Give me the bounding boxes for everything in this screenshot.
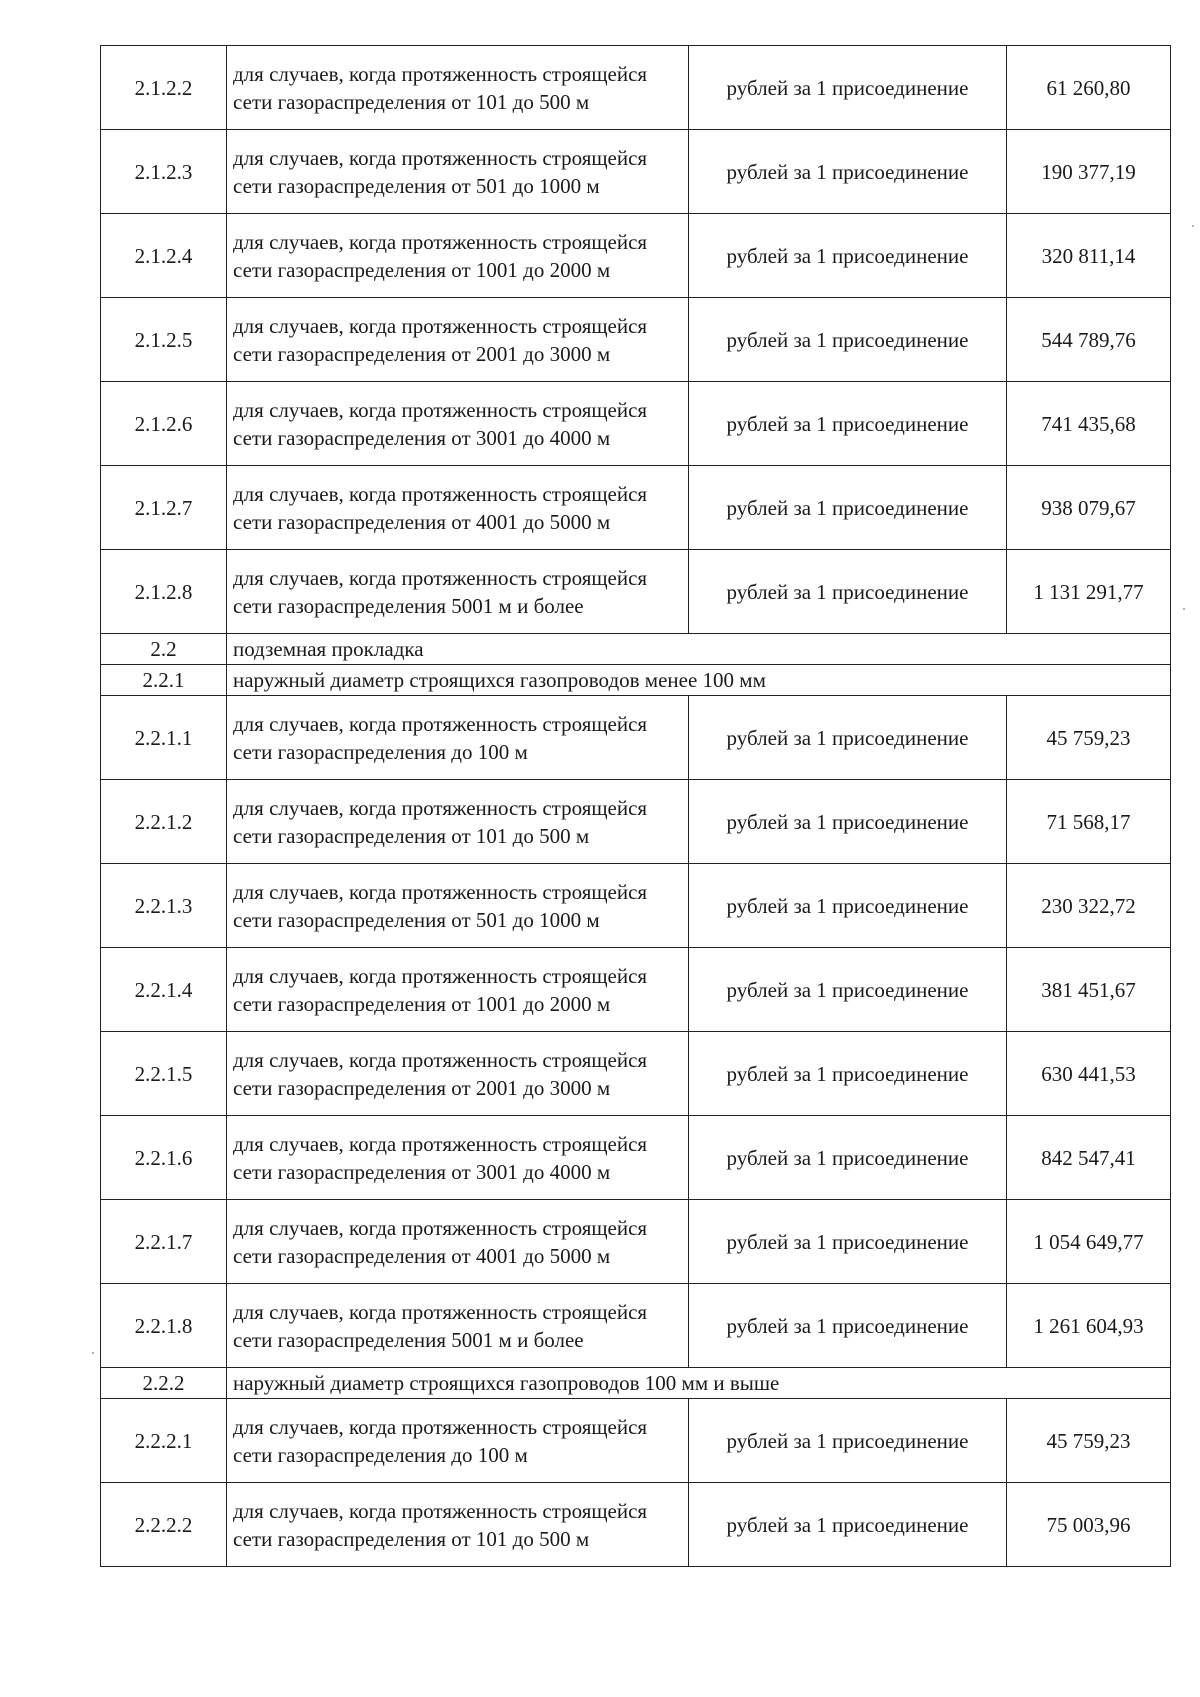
- row-description: для случаев, когда протяженность строящейся сети газораспределения от 4001 до 5000 м: [227, 1200, 689, 1284]
- table-row: [101, 298, 1171, 382]
- row-code: 2.2.1.6: [101, 1116, 227, 1200]
- row-description: для случаев, когда протяженность строящейся сети газораспределения от 3001 до 4000 м: [227, 1116, 689, 1200]
- row-description: для случаев, когда протяженность строящейся сети газораспределения от 501 до 1000 м: [227, 864, 689, 948]
- row-code: 2.2.1.3: [101, 864, 227, 948]
- scan-speck: [1183, 608, 1185, 610]
- row-description: для случаев, когда протяженность строящейся сети газораспределения от 101 до 500 м: [227, 780, 689, 864]
- row-value: 45 759,23: [1007, 696, 1171, 780]
- table-row: [101, 46, 1171, 130]
- row-description: для случаев, когда протяженность строящейся сети газораспределения 5001 м и более: [227, 550, 689, 634]
- row-value: 71 568,17: [1007, 780, 1171, 864]
- row-value: 190 377,19: [1007, 130, 1171, 214]
- row-description: для случаев, когда протяженность строящейся сети газораспределения от 101 до 500 м: [227, 46, 689, 130]
- row-unit: рублей за 1 присоединение: [689, 1399, 1007, 1483]
- table-row: [101, 550, 1171, 634]
- row-value: 1 261 604,93: [1007, 1284, 1171, 1368]
- section-row: [101, 1368, 1171, 1399]
- row-code: 2.2.2.1: [101, 1399, 227, 1483]
- table-row: [101, 1032, 1171, 1116]
- row-code: 2.2.1.7: [101, 1200, 227, 1284]
- row-description: для случаев, когда протяженность строящейся сети газораспределения от 4001 до 5000 м: [227, 466, 689, 550]
- tariff-table: [100, 45, 1171, 1567]
- row-unit: рублей за 1 присоединение: [689, 46, 1007, 130]
- row-value: 842 547,41: [1007, 1116, 1171, 1200]
- row-code: 2.2.1.8: [101, 1284, 227, 1368]
- row-description: для случаев, когда протяженность строящейся сети газораспределения от 3001 до 4000 м: [227, 382, 689, 466]
- row-code: 2.1.2.6: [101, 382, 227, 466]
- table-row: [101, 382, 1171, 466]
- row-value: 320 811,14: [1007, 214, 1171, 298]
- row-unit: рублей за 1 присоединение: [689, 298, 1007, 382]
- table-row: [101, 1483, 1171, 1567]
- row-description: для случаев, когда протяженность строящейся сети газораспределения от 101 до 500 м: [227, 1483, 689, 1567]
- row-value: 630 441,53: [1007, 1032, 1171, 1116]
- row-code: 2.2.1.4: [101, 948, 227, 1032]
- section-title: подземная прокладка: [227, 634, 1171, 665]
- row-unit: рублей за 1 присоединение: [689, 214, 1007, 298]
- row-unit: рублей за 1 присоединение: [689, 1032, 1007, 1116]
- section-title: наружный диаметр строящихся газопроводов 100 мм и выше: [227, 1368, 1171, 1399]
- row-value: 741 435,68: [1007, 382, 1171, 466]
- row-code: 2.1.2.3: [101, 130, 227, 214]
- row-value: 61 260,80: [1007, 46, 1171, 130]
- row-code: 2.1.2.2: [101, 46, 227, 130]
- row-unit: рублей за 1 присоединение: [689, 1116, 1007, 1200]
- row-code: 2.1.2.4: [101, 214, 227, 298]
- row-value: 381 451,67: [1007, 948, 1171, 1032]
- table-row: [101, 780, 1171, 864]
- row-unit: рублей за 1 присоединение: [689, 130, 1007, 214]
- table-row: [101, 696, 1171, 780]
- row-unit: рублей за 1 присоединение: [689, 466, 1007, 550]
- table-row: [101, 1284, 1171, 1368]
- row-value: 1 054 649,77: [1007, 1200, 1171, 1284]
- section-title: наружный диаметр строящихся газопроводов менее 100 мм: [227, 665, 1171, 696]
- table-row: [101, 1116, 1171, 1200]
- row-unit: рублей за 1 присоединение: [689, 382, 1007, 466]
- row-unit: рублей за 1 присоединение: [689, 864, 1007, 948]
- table-row: [101, 466, 1171, 550]
- tariff-table-body: [101, 46, 1171, 1567]
- section-row: [101, 665, 1171, 696]
- scan-speck: [1192, 225, 1194, 227]
- row-value: 75 003,96: [1007, 1483, 1171, 1567]
- row-code: 2.2.2.2: [101, 1483, 227, 1567]
- row-unit: рублей за 1 присоединение: [689, 696, 1007, 780]
- table-row: [101, 130, 1171, 214]
- row-value: 938 079,67: [1007, 466, 1171, 550]
- row-unit: рублей за 1 присоединение: [689, 780, 1007, 864]
- row-description: для случаев, когда протяженность строящейся сети газораспределения от 1001 до 2000 м: [227, 948, 689, 1032]
- table-row: [101, 864, 1171, 948]
- row-description: для случаев, когда протяженность строящейся сети газораспределения до 100 м: [227, 696, 689, 780]
- row-value: 45 759,23: [1007, 1399, 1171, 1483]
- row-code: 2.2.1.5: [101, 1032, 227, 1116]
- row-value: 544 789,76: [1007, 298, 1171, 382]
- row-description: для случаев, когда протяженность строящейся сети газораспределения от 501 до 1000 м: [227, 130, 689, 214]
- row-code: 2.1.2.5: [101, 298, 227, 382]
- row-code: 2.1.2.7: [101, 466, 227, 550]
- row-code: 2.1.2.8: [101, 550, 227, 634]
- row-unit: рублей за 1 присоединение: [689, 948, 1007, 1032]
- scan-speck: [92, 1352, 94, 1354]
- row-value: 230 322,72: [1007, 864, 1171, 948]
- row-description: для случаев, когда протяженность строящейся сети газораспределения до 100 м: [227, 1399, 689, 1483]
- table-row: [101, 214, 1171, 298]
- row-unit: рублей за 1 присоединение: [689, 1284, 1007, 1368]
- table-row: [101, 1200, 1171, 1284]
- row-code: 2.2.1: [101, 665, 227, 696]
- table-row: [101, 1399, 1171, 1483]
- table-row: [101, 948, 1171, 1032]
- section-row: [101, 634, 1171, 665]
- row-value: 1 131 291,77: [1007, 550, 1171, 634]
- row-description: для случаев, когда протяженность строящейся сети газораспределения 5001 м и более: [227, 1284, 689, 1368]
- row-description: для случаев, когда протяженность строящейся сети газораспределения от 2001 до 3000 м: [227, 1032, 689, 1116]
- row-unit: рублей за 1 присоединение: [689, 1200, 1007, 1284]
- row-unit: рублей за 1 присоединение: [689, 1483, 1007, 1567]
- row-description: для случаев, когда протяженность строящейся сети газораспределения от 1001 до 2000 м: [227, 214, 689, 298]
- row-description: для случаев, когда протяженность строящейся сети газораспределения от 2001 до 3000 м: [227, 298, 689, 382]
- row-code: 2.2.1.2: [101, 780, 227, 864]
- row-unit: рублей за 1 присоединение: [689, 550, 1007, 634]
- row-code: 2.2.2: [101, 1368, 227, 1399]
- row-code: 2.2: [101, 634, 227, 665]
- row-code: 2.2.1.1: [101, 696, 227, 780]
